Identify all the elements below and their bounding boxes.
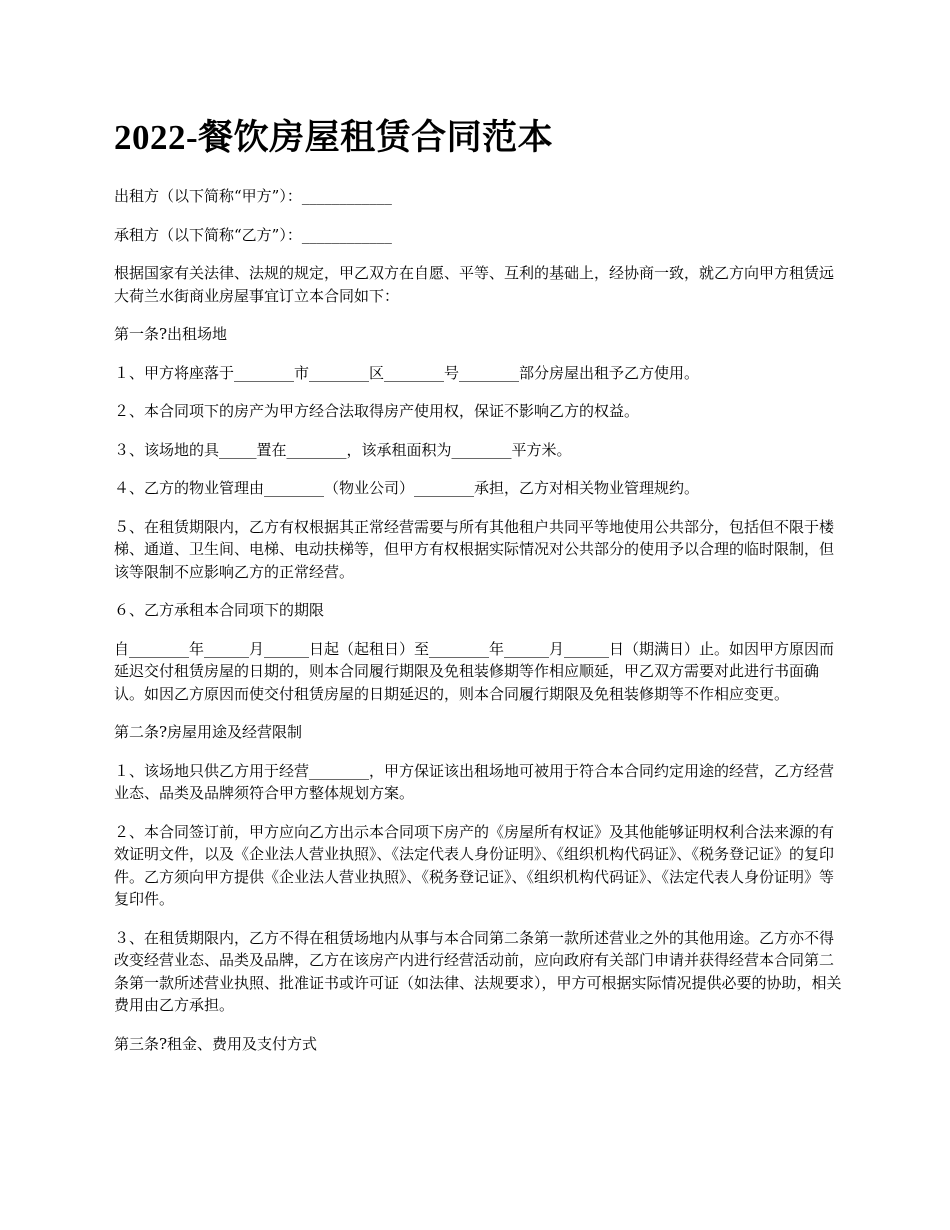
paragraph-lessor: 出租方（以下简称“甲方”）：____________ — [114, 187, 392, 205]
clause-2-3: ３、在租赁期限内，乙方不得在租赁场地内从事与本合同第二条第一款所述营业之外的其他用途。乙方亦不得改变经营业态、品类及品牌，乙方在该房产内进行经营活动前，应向政府有关部门申请并获得经营本合同第二条第一款所述营业执照、批准证书或许可证（如法律、法规要求），甲方可根据实际情况提供必要的协助，相关费用由乙方承担。 — [114, 928, 842, 1014]
section-heading-2: 第二条?房屋用途及经营限制 — [114, 723, 303, 741]
section-heading-3: 第三条?租金、费用及支付方式 — [114, 1034, 318, 1053]
paragraph-preamble: 根据国家有关法律、法规的规定，甲乙双方在自愿、平等、互利的基础上，经协商一致，就乙方向甲方租赁远大荷兰水街商业房屋事宜订立本合同如下： — [114, 264, 835, 305]
paragraph-lessee: 承租方（以下简称“乙方”）：____________ — [114, 225, 392, 244]
clause-1-4: ４、乙方的物业管理由________（物业公司）________承担，乙方对相关物业管理规约。 — [114, 479, 700, 497]
clause-2-2: ２、本合同签订前，甲方应向乙方出示本合同项下房产的《房屋所有权证》及其他能够证明权利合法来源的有效证明文件，以及《企业法人营业执照》、《法定代表人身份证明》、《组织机构代码证》、《税务登记证》的复印件。乙方须向甲方提供《企业法人营业执照》、《税务登记证》、《组织机构代码证》、《法定代表人身份证明》等复印件。 — [114, 822, 835, 908]
clause-1-6-term: 自________年______月______日起（起租日）至________年______月______日（期满日）止。如因甲方原因而延迟交付租赁房屋的日期的，则本合同履行期限及免租装修期等作相应顺延，甲乙双方需要对此进行书面确认。如因乙方原因而使交付租赁房屋的日期延迟的，则本合同履行期限及免租装修期等不作相应变更。 — [114, 639, 835, 703]
clause-1-6: ６、乙方承租本合同项下的期限 — [114, 601, 325, 619]
document-title: 2022-餐饮房屋租赁合同范本 — [114, 118, 554, 157]
document-body — [114, 185, 846, 1055]
clause-1-2: ２、本合同项下的房产为甲方经合法取得房产使用权，保证不影响乙方的权益。 — [114, 402, 640, 420]
clause-1-3: ３、该场地的具_____置在________，该承租面积为________平方米。 — [114, 440, 572, 459]
document-page — [114, 0, 846, 1071]
section-heading-1: 第一条?出租场地 — [114, 325, 228, 343]
clause-2-1: １、该场地只供乙方用于经营________，甲方保证该出租场地可被用于符合本合同约定用途的经营，乙方经营业态、品类及品牌须符合甲方整体规划方案。 — [114, 761, 835, 802]
clause-1-1: １、甲方将座落于________市________区________号________部分房屋出租予乙方使用。 — [114, 363, 700, 382]
clause-1-5: ５、在租赁期限内，乙方有权根据其正常经营需要与所有其他租户共同平等地使用公共部分，包括但不限于楼梯、通道、卫生间、电梯、电动扶梯等，但甲方有权根据实际情况对公共部分的使用予以合理的临时限制，但该等限制不应影响乙方的正常经营。 — [114, 517, 835, 581]
